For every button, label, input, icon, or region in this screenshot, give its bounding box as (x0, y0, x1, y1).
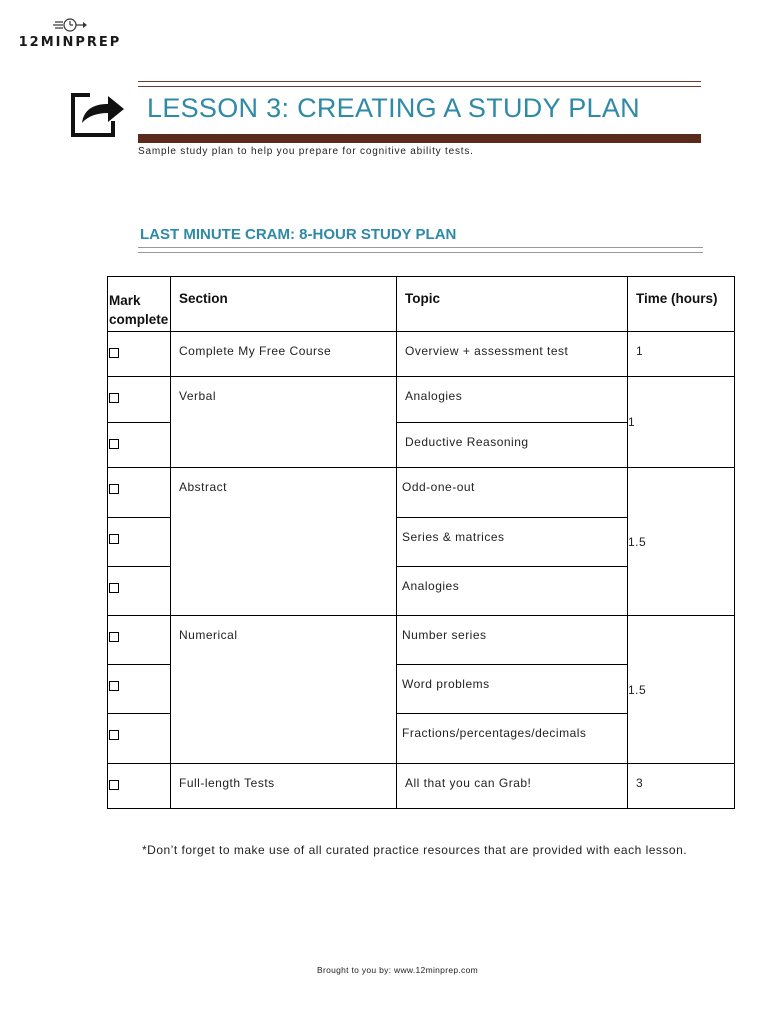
topic-cell: All that you can Grab! (397, 764, 628, 809)
time-cell: 1.5 (628, 616, 735, 764)
section-cell: Abstract (171, 468, 397, 616)
footnote: *Don’t forget to make use of all curated practice resources that are provided with each lesson. (142, 843, 688, 857)
section-cell: Numerical (171, 616, 397, 764)
topic-cell: Overview + assessment test (397, 332, 628, 377)
header-rule-thick (138, 134, 701, 143)
study-plan-table (107, 276, 735, 809)
column-header-mark: Mark complete (108, 277, 171, 332)
checkbox-icon[interactable] (109, 348, 119, 358)
table-header-row (108, 277, 735, 332)
column-header-time: Time (hours) (628, 277, 735, 332)
checkbox-icon[interactable] (109, 632, 119, 642)
time-cell: 1 (628, 377, 735, 468)
time-cell: 1.5 (628, 468, 735, 616)
topic-cell: Fractions/percentages/decimals (397, 714, 628, 764)
topic-cell: Number series (397, 616, 628, 665)
time-cell: 1 (628, 332, 735, 377)
mark-cell[interactable] (108, 332, 171, 377)
checkbox-icon[interactable] (109, 730, 119, 740)
table-row (108, 764, 735, 809)
clock-arrow-icon (50, 16, 90, 34)
checkbox-icon[interactable] (109, 534, 119, 544)
checkbox-icon[interactable] (109, 780, 119, 790)
mark-cell[interactable] (108, 764, 171, 809)
section-rule-bottom (138, 252, 703, 253)
footer-credit: Brought to you by: www.12minprep.com (316, 965, 479, 975)
logo (18, 16, 122, 50)
section-rule-top (138, 247, 703, 248)
page-title: LESSON 3: CREATING A STUDY PLAN (147, 93, 640, 123)
topic-cell: Series & matrices (397, 518, 628, 567)
topic-cell: Word problems (397, 665, 628, 714)
header-rule-top-second (138, 86, 701, 87)
header-rule-top (138, 81, 701, 82)
mark-cell[interactable] (108, 423, 171, 468)
mark-cell[interactable] (108, 616, 171, 665)
table-row (108, 377, 735, 423)
mark-cell[interactable] (108, 468, 171, 518)
mark-cell[interactable] (108, 567, 171, 616)
table-row (108, 468, 735, 518)
checkbox-icon[interactable] (109, 439, 119, 449)
section-cell: Complete My Free Course (171, 332, 397, 377)
mark-cell[interactable] (108, 665, 171, 714)
checkbox-icon[interactable] (109, 484, 119, 494)
topic-cell: Analogies (397, 567, 628, 616)
section-cell: Full-length Tests (171, 764, 397, 809)
mark-cell[interactable] (108, 714, 171, 764)
table-row (108, 332, 735, 377)
table-row (108, 616, 735, 665)
checkbox-icon[interactable] (109, 681, 119, 691)
topic-cell: Odd-one-out (397, 468, 628, 518)
section-cell: Verbal (171, 377, 397, 468)
topic-cell: Deductive Reasoning (397, 423, 628, 468)
logo-text: 12MINPREP (18, 35, 122, 50)
topic-cell: Analogies (397, 377, 628, 423)
checkbox-icon[interactable] (109, 393, 119, 403)
page-subtitle: Sample study plan to help you prepare for cognitive ability tests. (138, 146, 474, 157)
share-arrow-icon (70, 87, 126, 139)
column-header-section: Section (171, 277, 397, 332)
mark-cell[interactable] (108, 518, 171, 567)
column-header-topic: Topic (397, 277, 628, 332)
checkbox-icon[interactable] (109, 583, 119, 593)
time-cell: 3 (628, 764, 735, 809)
mark-cell[interactable] (108, 377, 171, 423)
plan-title: LAST MINUTE CRAM: 8-HOUR STUDY PLAN (140, 226, 457, 243)
